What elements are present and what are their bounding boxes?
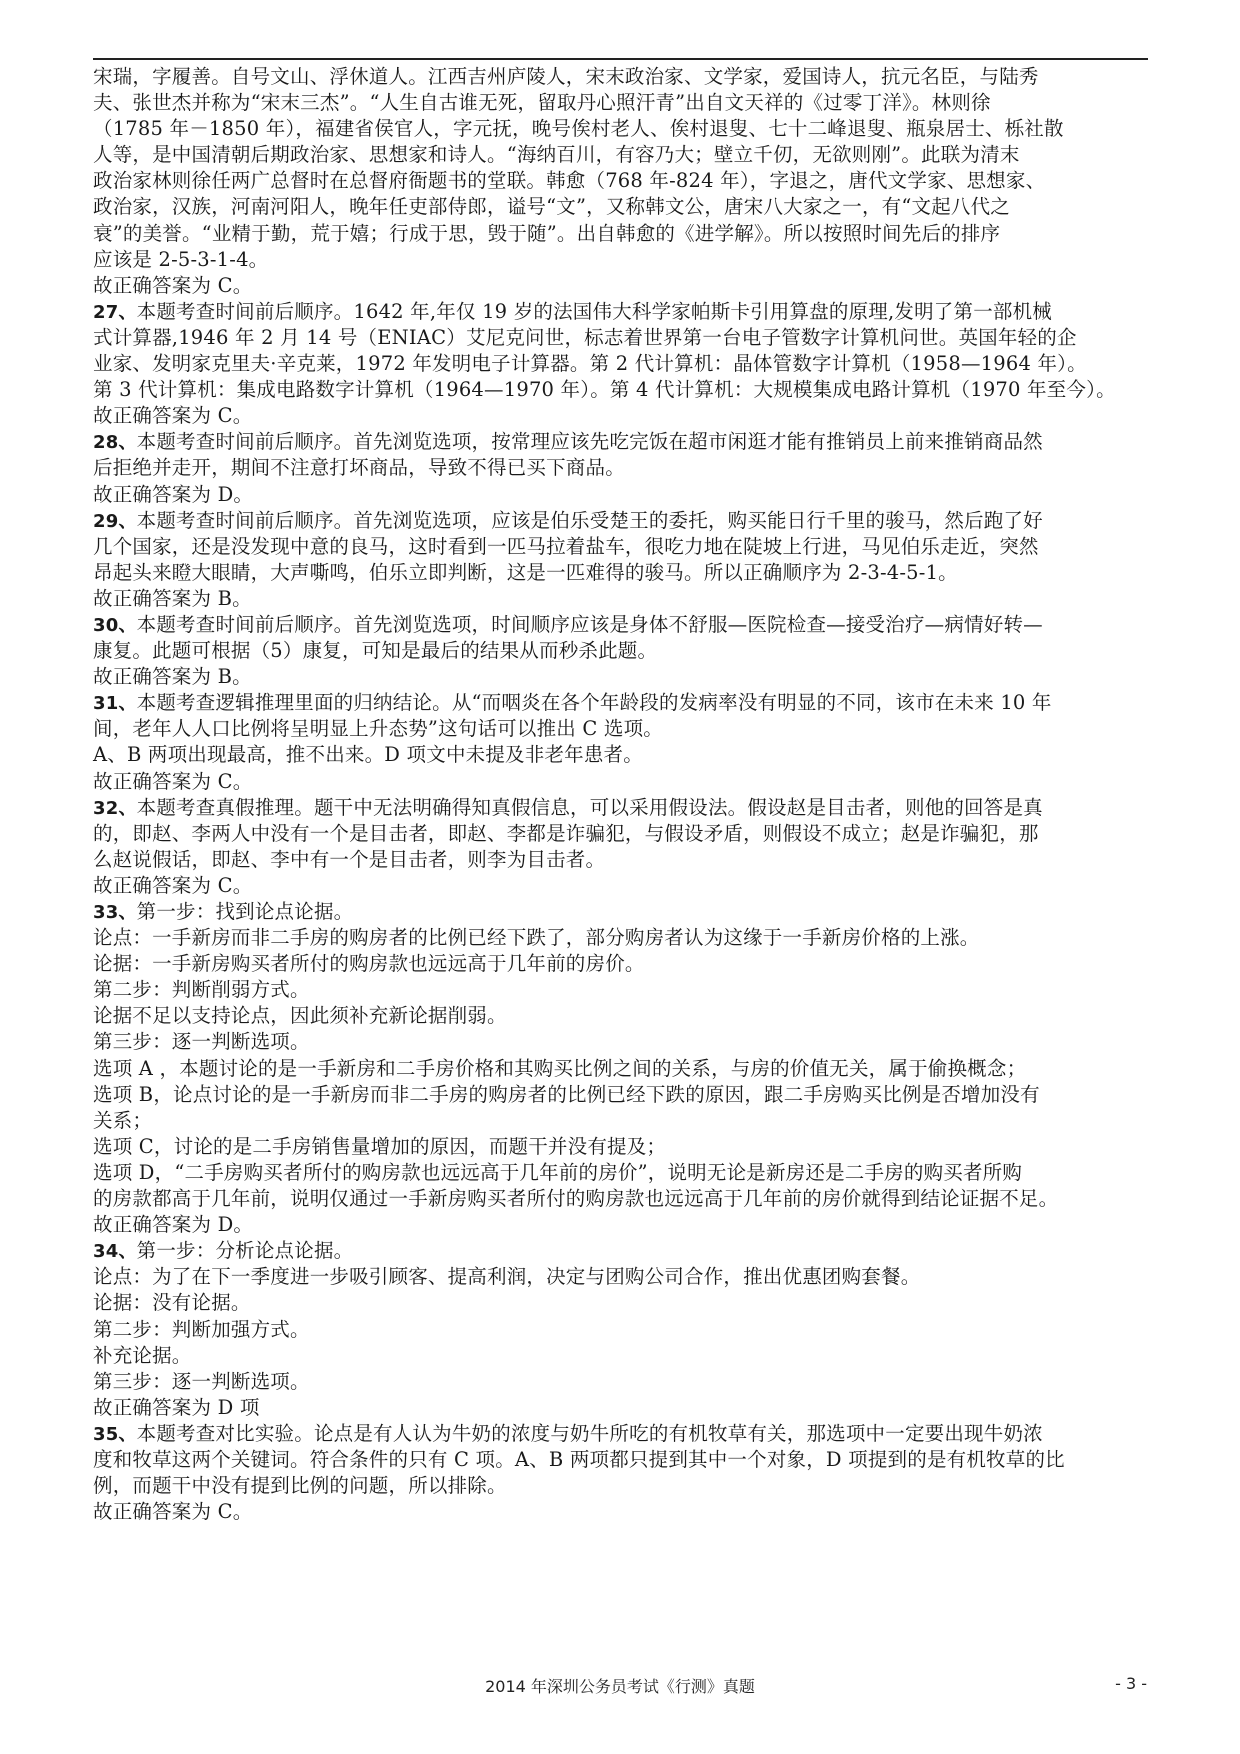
line-text: 应该是 2-5-3-1-4。 (93, 247, 269, 271)
text-line (93, 873, 1153, 899)
line-text: 第三步：逐一判断选项。 (93, 1030, 310, 1054)
line-text: 故正确答案为 D。 (93, 482, 254, 506)
question-number: 34、 (93, 1241, 137, 1263)
text-line (93, 690, 1153, 716)
line-text: 本题考查时间前后顺序。1642 年,年仅 19 岁的法国伟大科学家帕斯卡引用算盘的原理,发明了第一部机械 (136, 299, 1052, 323)
text-line (93, 247, 1153, 273)
line-text: 故正确答案为 D 项 (93, 1395, 260, 1419)
line-text: A、B 两项出现最高，推不出来。D 项文中未提及非老年患者。 (93, 743, 643, 767)
text-line (93, 899, 1153, 925)
line-text: 几个国家，还是没发现中意的良马，这时看到一匹马拉着盐车，很吃力地在陡坡上行进，马见伯乐走近，突然 (93, 534, 1039, 558)
text-line (93, 925, 1153, 951)
text-line (93, 847, 1153, 873)
text-line (93, 168, 1153, 194)
text-line (93, 1317, 1153, 1343)
line-text: 的，即赵、李两人中没有一个是目击者，即赵、李都是诈骗犯，与假设矛盾，则假设不成立；赵是诈骗犯，那 (93, 821, 1039, 845)
line-text: 人等，是中国清朝后期政治家、思想家和诗人。“海纳百川，有容乃大；壁立千仞，无欲则刚”。此联为清末 (93, 143, 1020, 167)
question-number: 29、 (93, 510, 137, 532)
line-text: 例，而题干中没有提到比例的问题，所以排除。 (93, 1474, 507, 1498)
text-line (93, 508, 1153, 534)
text-line (93, 1212, 1153, 1238)
line-text: 第三步：逐一判断选项。 (93, 1369, 310, 1393)
line-text: 故正确答案为 D。 (93, 1213, 254, 1237)
text-line (93, 1108, 1153, 1134)
line-text: 第一步：分析论点论据。 (136, 1239, 354, 1263)
line-text: 宋瑞，字履善。自号文山、浮休道人。江西吉州庐陵人，宋末政治家、文学家，爱国诗人，抗元名臣，与陆秀 (93, 65, 1039, 88)
line-text: 式计算器,1946 年 2 月 14 号（ENIAC）艾尼克问世，标志着世界第一台电子管数字计算机问世。英国年轻的企 (93, 325, 1077, 349)
line-text: 衰”的美誉。“业精于勤，荒于嬉；行成于思，毁于随”。出自韩愈的《进学解》。所以按照时间先后的排序 (93, 221, 1001, 245)
text-line (93, 1186, 1153, 1212)
line-text: 本题考查真假推理。题干中无法明确得知真假信息，可以采用假设法。假设赵是目击者，则他的回答是真 (136, 795, 1043, 819)
text-line (93, 1369, 1153, 1395)
line-text: 论据：一手新房购买者所付的购房款也远远高于几年前的房价。 (93, 952, 645, 976)
question-number: 32、 (93, 797, 137, 819)
text-line (93, 1056, 1153, 1082)
line-text: 昂起头来瞪大眼睛，大声嘶鸣，伯乐立即判断，这是一匹难得的骏马。所以正确顺序为 2-3-4-5-1。 (93, 560, 958, 584)
line-text: 度和牧草这两个关键词。符合条件的只有 C 项。A、B 两项都只提到其中一个对象，D 项提到的是有机牧草的比 (93, 1447, 1065, 1471)
line-text: 论据不足以支持论点，因此须补充新论据削弱。 (93, 1004, 507, 1028)
line-text: 故正确答案为 B。 (93, 665, 252, 689)
line-text: 故正确答案为 C。 (93, 873, 253, 897)
line-text: 故正确答案为 C。 (93, 273, 253, 297)
text-line (93, 795, 1153, 821)
text-line (93, 1343, 1153, 1369)
text-line (93, 769, 1153, 795)
text-line (93, 429, 1153, 455)
text-line (93, 299, 1153, 325)
line-text: 政治家，汉族，河南河阳人，晚年任吏部侍郎，谥号“文”，又称韩文公，唐宋八大家之一，有“文起八代之 (93, 195, 1011, 219)
text-line (93, 1134, 1153, 1160)
text-line (93, 586, 1153, 612)
text-line (93, 221, 1153, 247)
line-text: 康复。此题可根据（5）康复，可知是最后的结果从而秒杀此题。 (93, 639, 658, 663)
line-text: 选项 C，讨论的是二手房销售量增加的原因，而题干并没有提及； (93, 1134, 667, 1158)
text-line (93, 612, 1153, 638)
text-line (93, 1029, 1153, 1055)
page-footer (0, 1674, 1240, 1700)
text-line (93, 716, 1153, 742)
line-text: 么赵说假话，即赵、李中有一个是目击者，则李为目击者。 (93, 847, 606, 871)
text-line (93, 664, 1153, 690)
line-text: 关系； (93, 1108, 153, 1132)
text-line (93, 351, 1153, 377)
text-line (93, 64, 1153, 90)
line-text: 夫、张世杰并称为“宋末三杰”。“人生自古谁无死，留取丹心照汗青”出自文天祥的《过零丁洋》。林则徐 (93, 91, 991, 115)
text-line (93, 142, 1153, 168)
text-line (93, 403, 1153, 429)
text-line (93, 977, 1153, 1003)
line-text: 政治家林则徐任两广总督时在总督府衙题书的堂联。韩愈（768 年-824 年），字退之，唐代文学家、思想家、 (93, 169, 1046, 193)
line-text: 补充论据。 (93, 1343, 192, 1367)
question-number: 31、 (93, 693, 137, 715)
text-line (93, 821, 1153, 847)
line-text: 第二步：判断加强方式。 (93, 1317, 310, 1341)
text-line (93, 534, 1153, 560)
line-text: 选项 D，“二手房购买者所付的购房款也远远高于几年前的房价”，说明无论是新房还是二手房的购买者所购 (93, 1160, 1023, 1184)
question-number: 35、 (93, 1423, 137, 1445)
header-rule (93, 58, 1148, 60)
text-line (93, 1082, 1153, 1108)
line-text: 选项 A ，本题讨论的是一手新房和二手房价格和其购买比例之间的关系，与房的价值无关，属于偷换概念； (93, 1056, 1027, 1080)
line-text: 第一步：找到论点论据。 (136, 900, 354, 923)
text-line (93, 455, 1153, 481)
line-text: 故正确答案为 C。 (93, 1500, 253, 1524)
line-text: 的房款都高于几年前，说明仅通过一手新房购买者所付的购房款也远远高于几年前的房价就得到结论证据不足。 (93, 1187, 1059, 1211)
question-number: 30、 (93, 614, 137, 636)
text-line (93, 273, 1153, 299)
text-line (93, 194, 1153, 220)
text-line (93, 1447, 1153, 1473)
text-line (93, 1003, 1153, 1029)
line-text: 故正确答案为 C。 (93, 769, 253, 793)
line-text: 后拒绝并走开，期间不注意打坏商品，导致不得已买下商品。 (93, 456, 625, 480)
line-text: 论点：一手新房而非二手房的购房者的比例已经下跌了，部分购房者认为这缘于一手新房价格的上涨。 (93, 926, 980, 950)
text-line (93, 116, 1153, 142)
line-text: 第二步：判断削弱方式。 (93, 978, 310, 1002)
text-line (93, 1238, 1153, 1264)
question-number: 27、 (93, 301, 137, 323)
text-line (93, 90, 1153, 116)
text-line (93, 1473, 1153, 1499)
line-text: 选项 B，论点讨论的是一手新房而非二手房的购房者的比例已经下跌的原因，跟二手房购买比例是否增加没有 (93, 1082, 1040, 1106)
text-line (93, 325, 1153, 351)
text-line (93, 1395, 1153, 1421)
footer-title: 2014 年深圳公务员考试《行测》真题 (485, 1677, 755, 1696)
text-line (93, 1160, 1153, 1186)
text-line (93, 1290, 1153, 1316)
page-number: - 3 - (1115, 1674, 1147, 1693)
line-text: 故正确答案为 B。 (93, 586, 252, 610)
line-text: 故正确答案为 C。 (93, 404, 253, 428)
text-line (93, 951, 1153, 977)
line-text: 第 3 代计算机：集成电路数字计算机（1964—1970 年）。第 4 代计算机：大规模集成电路计算机（1970 年至今）。 (93, 378, 1116, 402)
line-text: 本题考查逻辑推理里面的归纳结论。从“而咽炎在各个年龄段的发病率没有明显的不同，该市在未来 10 年 (136, 691, 1052, 715)
line-text: 间，老年人人口比例将呈明显上升态势”这句话可以推出 C 选项。 (93, 717, 663, 741)
line-text: 业家、发明家克里夫·辛克莱，1972 年发明电子计算器。第 2 代计算机：晶体管数字计算机（1958—1964 年）。 (93, 352, 1087, 376)
line-text: 本题考查时间前后顺序。首先浏览选项，应该是伯乐受楚王的委托，购买能日行千里的骏马，然后跑了好 (136, 508, 1043, 532)
text-line (93, 638, 1153, 664)
text-line (93, 1421, 1153, 1447)
line-text: （1785 年－1850 年），福建省侯官人，字元抚，晚号俟村老人、俟村退叟、七十二峰退叟、瓶泉居士、栎社散 (93, 117, 1064, 141)
text-line (93, 742, 1153, 768)
text-line (93, 1499, 1153, 1525)
question-number: 28、 (93, 432, 137, 454)
text-line (93, 482, 1153, 508)
text-line (93, 377, 1153, 403)
answer-explanations (93, 64, 1153, 1525)
line-text: 论据：没有论据。 (93, 1291, 251, 1315)
line-text: 本题考查时间前后顺序。首先浏览选项，按常理应该先吃完饭在超市闲逛才能有推销员上前来推销商品然 (136, 430, 1043, 454)
line-text: 本题考查时间前后顺序。首先浏览选项，时间顺序应该是身体不舒服—医院检查—接受治疗—病情好转— (136, 612, 1043, 636)
text-line (93, 560, 1153, 586)
line-text: 本题考查对比实验。论点是有人认为牛奶的浓度与奶牛所吃的有机牧草有关，那选项中一定要出现牛奶浓 (136, 1421, 1043, 1445)
line-text: 论点：为了在下一季度进一步吸引顾客、提高利润，决定与团购公司合作，推出优惠团购套餐。 (93, 1265, 921, 1289)
question-number: 33、 (93, 902, 137, 923)
text-line (93, 1264, 1153, 1290)
